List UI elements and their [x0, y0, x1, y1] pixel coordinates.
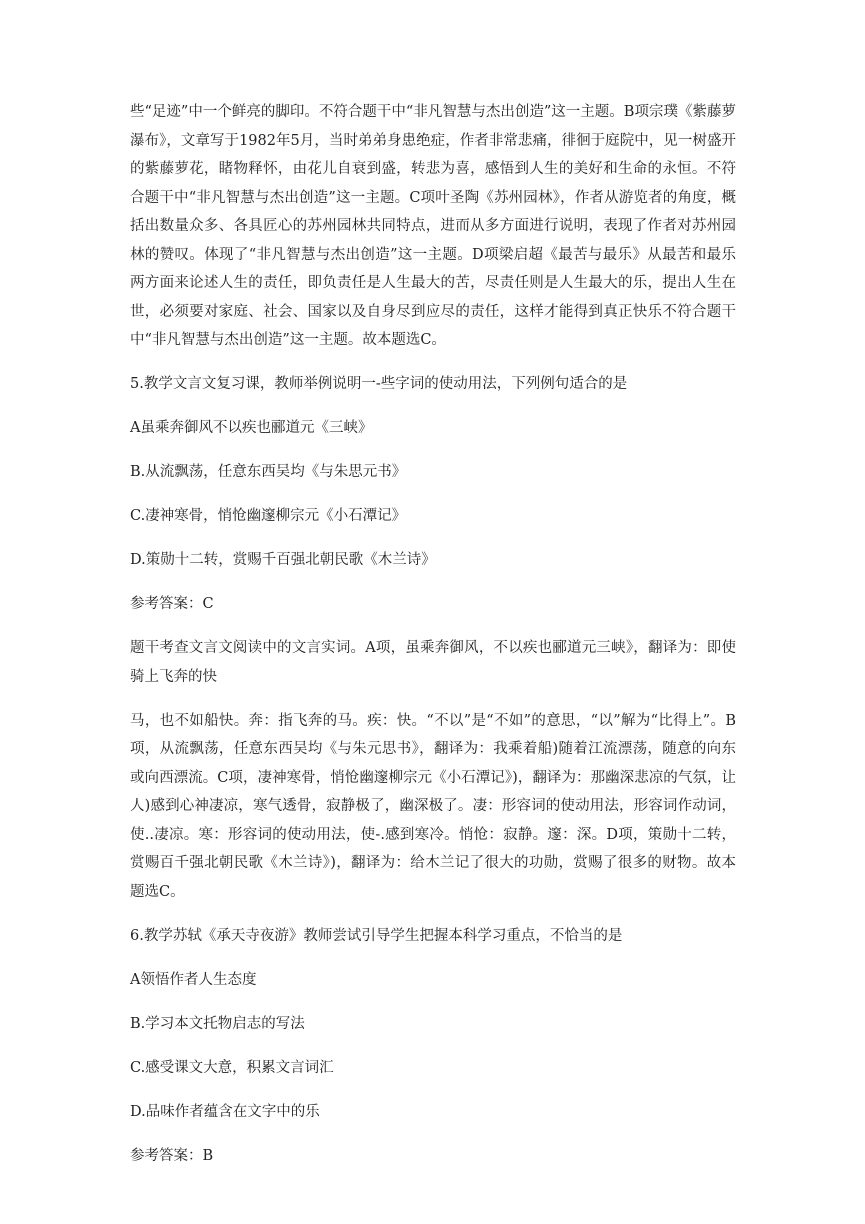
question-6-option-b: B.学习本文托物启志的写法 — [130, 1015, 305, 1032]
question-5-stem: 5.教学文言文复习课，教师举例说明一-些字词的使动用法，下列例句适合的是 — [130, 376, 628, 392]
question-5-option-b: B.从流飘荡，任意东西吴均《与朱思元书》 — [130, 464, 407, 480]
paragraph-explanation-4: 些“足迹”中一个鲜亮的脚印。不符合题干中“非凡智慧与杰出创造”这一主题。B项宗璞《紫藤萝瀑布》，文章写于1982年5月，当时弟弟身患绝症，作者非常悲痛，徘徊于庭院中，见一树盛开的紫藤萝花，睹物释怀，由花儿自衰到盛，转悲为喜，感悟到人生的美好和生命的永恒。不符合题干中“非凡智慧与杰出创造”这一主题。C项叶圣陶《苏州园林》，作者从游览者的角度，概括出数量众多、各具匠心的苏州园林共同特点，进而从多方面进行说明，表现了作者对苏州园林的赞叹。体现了“非凡智慧与杰出创造”这一主题。D项梁启超《最苦与最乐》从最苦和最乐两方面来论述人生的责任，即负责任是人生最大的苦，尽责任则是人生最大的乐，提出人生在世，必须要对家庭、社会、国家以及自身尽到应尽的责任，这样才能得到真正快乐不符合题干中“非凡智慧与杰出创造”这一主题。故本题选C。 — [130, 104, 736, 348]
question-5-option-a: A虽乘奔御风不以疾也郦道元《三峡》 — [130, 420, 373, 436]
question-6-answer: 参考答案：B — [130, 1147, 214, 1164]
document-body — [130, 98, 736, 1186]
question-5-answer: 参考答案：C — [130, 596, 214, 612]
question-6-option-d: D.品味作者蕴含在文字中的乐 — [130, 1103, 320, 1120]
question-5-explanation-part-1: 题干考查文言文阅读中的文言实词。A项，虽乘奔御风，不以疾也郦道元三峡》，翻译为：即使骑上飞奔的快 — [130, 640, 736, 685]
question-5-option-c: C.凄神寒骨，悄怆幽邃柳宗元《小石潭记》 — [130, 508, 407, 524]
question-6-stem: 6.教学苏轼《承天寺夜游》教师尝试引导学生把握本科学习重点，不恰当的是 — [130, 927, 623, 944]
question-5-explanation-part-2: 马，也不如船快。奔：指飞奔的马。疾：快。“不以”是“不如”的意思，“以”解为“比得上”。B项，从流飘荡，任意东西吴均《与朱元思书》，翻译为：我乘着船)随着江流漂荡，随意的向东或向西漂流。C项，凄神寒骨，悄怆幽邃柳宗元《小石潭记》)，翻译为：那幽深悲凉的气氛，让人)感到心神凄凉，寒气透骨，寂静极了，幽深极了。凄：形容词的使动用法，形容词作动词，使..凄凉。寒：形容词的使动用法，使-.感到寒冷。悄怆：寂静。邃：深。D项，策勋十二转，赏赐百千强北朝民歌《木兰诗》)，翻译为：给木兰记了很大的功勋，赏赐了很多的财物。故本题选C。 — [130, 712, 736, 900]
question-6-option-c: C.感受课文大意，积累文言词汇 — [130, 1059, 334, 1076]
question-6-option-a: A领悟作者人生态度 — [130, 971, 257, 988]
question-5-option-d: D.策勋十二转，赏赐千百强北朝民歌《木兰诗》 — [130, 552, 436, 568]
